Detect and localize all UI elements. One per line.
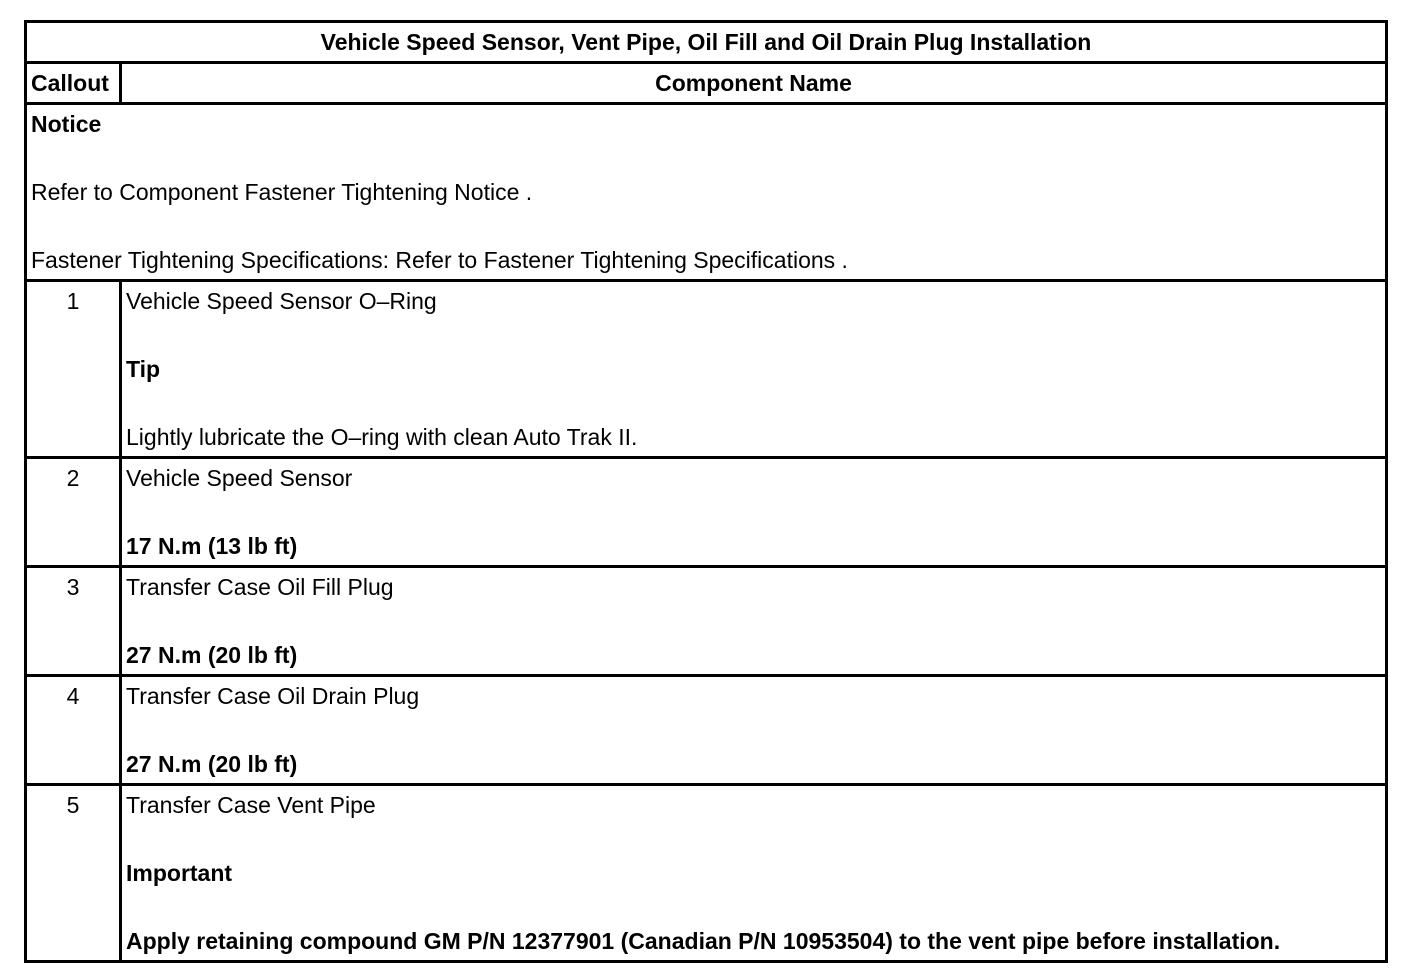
component-name: Transfer Case Vent Pipe <box>126 792 376 818</box>
notice-line-2: Fastener Tightening Specifications: Refer to Fastener Tightening Specifications . <box>31 247 848 273</box>
torque-spec: 17 N.m (13 lb ft) <box>126 533 298 559</box>
callout-header: Callout <box>26 63 121 104</box>
tip-label: Tip <box>126 356 161 382</box>
table-row <box>26 567 1387 676</box>
callout-number: 2 <box>26 458 121 567</box>
torque-spec: 27 N.m (20 lb ft) <box>126 751 298 777</box>
table-title-row <box>26 22 1387 63</box>
component-name: Vehicle Speed Sensor O–Ring <box>126 288 437 314</box>
component-cell <box>121 281 1387 458</box>
callout-number: 3 <box>26 567 121 676</box>
header-row <box>26 63 1387 104</box>
table-row <box>26 676 1387 785</box>
component-cell <box>121 676 1387 785</box>
component-cell <box>121 567 1387 676</box>
callout-number: 5 <box>26 785 121 962</box>
torque-spec: 27 N.m (20 lb ft) <box>126 642 298 668</box>
important-text: Apply retaining compound GM P/N 12377901 (Canadian P/N 10953504) to the vent pipe before installation. <box>126 928 1281 954</box>
component-name: Transfer Case Oil Drain Plug <box>126 683 420 709</box>
component-name: Transfer Case Oil Fill Plug <box>126 574 394 600</box>
component-name: Vehicle Speed Sensor <box>126 465 353 491</box>
table-row <box>26 458 1387 567</box>
notice-row <box>26 104 1387 281</box>
notice-heading: Notice <box>31 111 102 137</box>
component-cell <box>121 785 1387 962</box>
notice-line-1: Refer to Component Fastener Tightening Notice . <box>31 179 533 205</box>
spec-table <box>24 20 1388 963</box>
table-title: Vehicle Speed Sensor, Vent Pipe, Oil Fill and Oil Drain Plug Installation <box>26 22 1387 63</box>
table-row <box>26 785 1387 962</box>
component-name-header: Component Name <box>121 63 1387 104</box>
component-cell <box>121 458 1387 567</box>
callout-number: 1 <box>26 281 121 458</box>
callout-number: 4 <box>26 676 121 785</box>
tip-text: Lightly lubricate the O–ring with clean Auto Trak II. <box>126 424 638 450</box>
notice-cell <box>26 104 1387 281</box>
table-row <box>26 281 1387 458</box>
important-label: Important <box>126 860 233 886</box>
